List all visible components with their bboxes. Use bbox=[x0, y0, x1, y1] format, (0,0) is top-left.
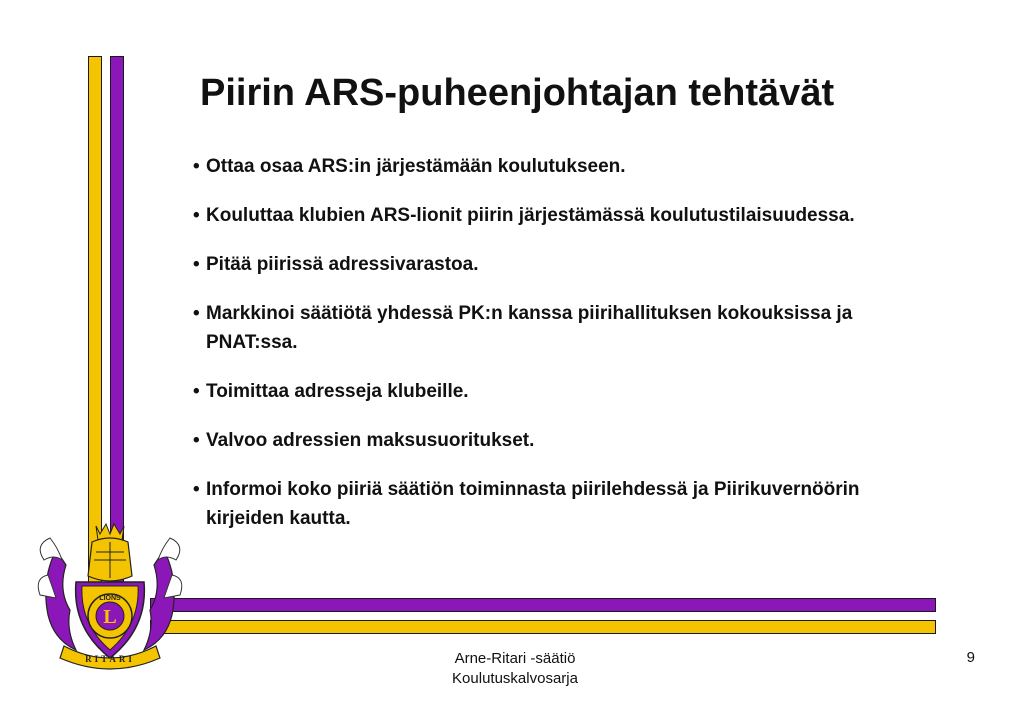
emblem-center-letter: L bbox=[103, 606, 117, 628]
bullet-item bbox=[193, 475, 913, 533]
emblem-top-text: LIONS bbox=[99, 595, 121, 602]
bullet-dot: • bbox=[193, 156, 200, 177]
bullet-text: Kouluttaa klubien ARS-lionit piirin järjestämässä koulutustilaisuudessa. bbox=[206, 205, 855, 226]
slide-title: Piirin ARS-puheenjohtajan tehtävät bbox=[200, 72, 835, 114]
bullet-item bbox=[193, 299, 913, 357]
bullet-dot: • bbox=[193, 205, 200, 226]
bullet-text: Informoi koko piiriä säätiön toiminnasta piirilehdessä ja Piirikuvernöörin kirjeiden kautta. bbox=[206, 479, 860, 529]
horizontal-purple-bar bbox=[150, 598, 936, 612]
bullet-item bbox=[193, 201, 913, 230]
bullet-dot: • bbox=[193, 303, 200, 324]
bullet-dot: • bbox=[193, 381, 200, 402]
bullet-text: Ottaa osaa ARS:in järjestämään koulutukseen. bbox=[206, 156, 626, 177]
bullet-text: Markkinoi säätiötä yhdessä PK:n kanssa piirihallituksen kokouksissa ja PNAT:ssa. bbox=[206, 303, 853, 353]
bullet-dot: • bbox=[193, 254, 200, 275]
bullet-text: Pitää piirissä adressivarastoa. bbox=[206, 254, 479, 275]
bullet-item bbox=[193, 377, 913, 406]
footer-line-2: Koulutuskalvosarja bbox=[452, 670, 578, 687]
bullet-item bbox=[193, 250, 913, 279]
lions-knight-crest-icon bbox=[36, 520, 184, 670]
bullet-text: Toimittaa adresseja klubeille. bbox=[206, 381, 469, 402]
emblem-bottom-text: RITARI bbox=[85, 654, 135, 664]
bullet-dot: • bbox=[193, 479, 200, 500]
horizontal-gold-bar bbox=[150, 620, 936, 634]
footer-line-1: Arne-Ritari -säätiö bbox=[454, 650, 576, 667]
bullet-item bbox=[193, 152, 913, 181]
bullet-text: Valvoo adressien maksusuoritukset. bbox=[206, 430, 535, 451]
bullet-dot: • bbox=[193, 430, 200, 451]
bullet-list bbox=[193, 152, 913, 553]
footer-caption bbox=[390, 649, 640, 689]
bullet-item bbox=[193, 426, 913, 455]
page-number: 9 bbox=[966, 649, 975, 666]
